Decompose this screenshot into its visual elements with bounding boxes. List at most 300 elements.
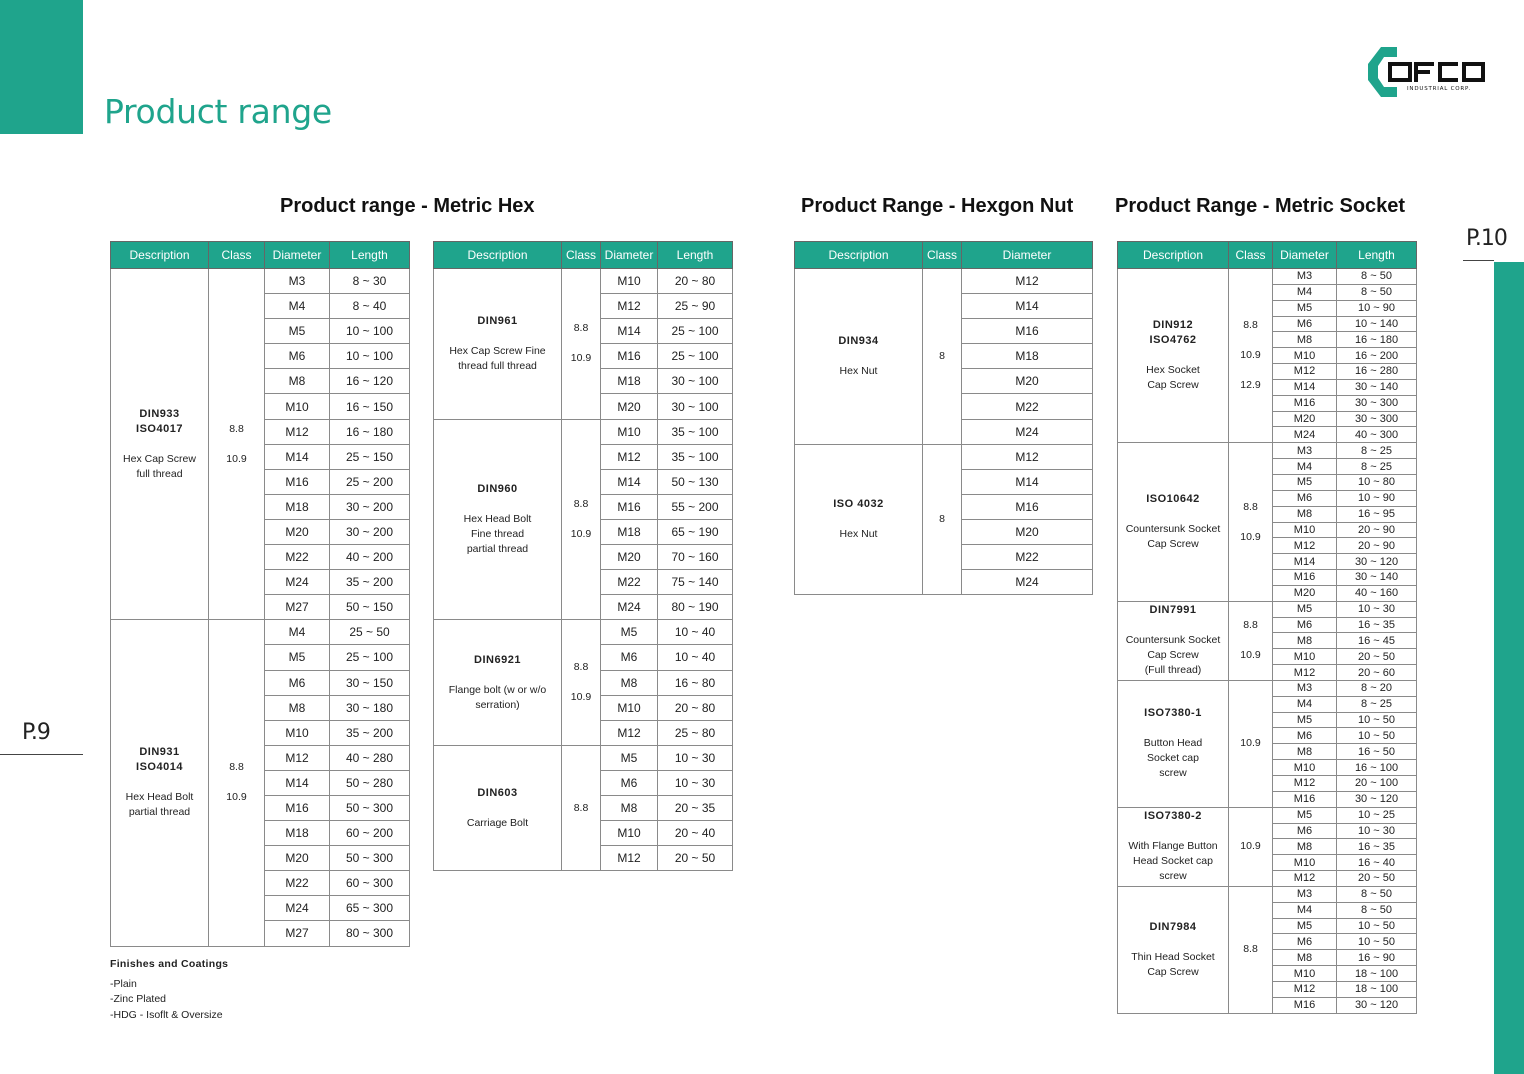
diameter-cell: M18 — [601, 369, 658, 394]
diameter-cell: M8 — [265, 369, 330, 394]
section-title-metric-hex: Product range - Metric Hex — [280, 195, 535, 217]
length-cell: 30 ~ 100 — [658, 394, 733, 419]
section-title-hex-nut: Product Range - Hexgon Nut — [801, 195, 1074, 217]
class-value: 12.9 — [1240, 379, 1261, 392]
product-name-line: (Full thread) — [1144, 664, 1202, 677]
diameter-cell: M6 — [1273, 490, 1337, 506]
length-cell: 16 ~ 40 — [1337, 855, 1417, 871]
class-value: 10.9 — [570, 691, 592, 704]
length-cell: 20 ~ 50 — [658, 846, 733, 871]
length-cell: 40 ~ 280 — [330, 745, 410, 770]
diameter-cell: M6 — [1273, 934, 1337, 950]
product-name-line: Cap Screw — [1147, 965, 1199, 978]
product-name-line: Button Head — [1143, 737, 1203, 750]
diameter-cell: M8 — [601, 795, 658, 820]
diameter-cell: M10 — [601, 419, 658, 444]
description-spacer — [1118, 618, 1228, 633]
diameter-cell: M20 — [601, 545, 658, 570]
class-spacer — [562, 675, 600, 690]
product-description-cell — [1118, 807, 1229, 886]
class-cell — [209, 269, 265, 620]
length-cell: 30 ~ 150 — [330, 670, 410, 695]
diameter-cell: M16 — [1273, 997, 1337, 1013]
diameter-cell: M16 — [601, 494, 658, 519]
table-row — [434, 419, 733, 444]
diameter-cell: M5 — [265, 645, 330, 670]
class-cell — [562, 419, 601, 620]
diameter-cell: M5 — [1273, 474, 1337, 490]
length-cell: 25 ~ 90 — [658, 294, 733, 319]
length-cell: 25 ~ 100 — [658, 319, 733, 344]
class-value: 10.9 — [226, 452, 247, 465]
diameter-cell: M14 — [1273, 379, 1337, 395]
class-value: 8.8 — [1243, 943, 1258, 956]
diameter-cell: M22 — [962, 545, 1093, 570]
diameter-cell: M8 — [1273, 950, 1337, 966]
section-title-metric-socket: Product Range - Metric Socket — [1115, 195, 1406, 217]
product-name-line: Hex Head Bolt — [125, 791, 194, 804]
length-cell: 10 ~ 50 — [1337, 934, 1417, 950]
length-cell: 50 ~ 280 — [330, 770, 410, 795]
length-cell: 60 ~ 300 — [330, 871, 410, 896]
header-length: Length — [330, 242, 410, 269]
length-cell: 10 ~ 30 — [1337, 823, 1417, 839]
class-cell — [1229, 269, 1273, 443]
header-length: Length — [658, 242, 733, 269]
class-value: 10.9 — [570, 352, 592, 365]
length-cell: 8 ~ 50 — [1337, 886, 1417, 902]
product-name-line: Countersunk Socket — [1125, 523, 1221, 535]
diameter-cell: M12 — [601, 444, 658, 469]
diameter-cell: M18 — [962, 344, 1093, 369]
diameter-cell: M18 — [601, 519, 658, 544]
product-name-line: Cap Screw — [1147, 649, 1199, 662]
diameter-cell: M24 — [962, 419, 1093, 444]
diameter-cell: M20 — [962, 519, 1093, 544]
class-spacer — [1229, 333, 1272, 348]
class-spacer — [209, 437, 264, 452]
product-name-line: partial thread — [466, 542, 529, 555]
diameter-cell: M24 — [962, 570, 1093, 595]
diameter-cell: M12 — [962, 269, 1093, 294]
diameter-cell: M3 — [265, 269, 330, 294]
diameter-cell: M6 — [1273, 617, 1337, 633]
diameter-cell: M8 — [1273, 332, 1337, 348]
length-cell: 40 ~ 300 — [1337, 427, 1417, 443]
product-name-line: Thin Head Socket — [1131, 950, 1215, 963]
metric-socket-table — [1117, 241, 1417, 1014]
diameter-cell: M4 — [265, 620, 330, 645]
length-cell: 8 ~ 20 — [1337, 680, 1417, 696]
product-name-line: Hex Cap Screw — [123, 452, 196, 465]
table-row — [1118, 680, 1417, 696]
diameter-cell: M5 — [1273, 918, 1337, 934]
table-row — [795, 444, 1093, 469]
product-code: DIN603 — [477, 786, 518, 799]
page-divider-left — [0, 754, 83, 755]
length-cell: 40 ~ 200 — [330, 545, 410, 570]
diameter-cell: M14 — [601, 319, 658, 344]
diameter-cell: M12 — [601, 846, 658, 871]
class-value: 8.8 — [573, 801, 589, 814]
product-description-cell — [1118, 443, 1229, 601]
product-name-line: Hex Nut — [839, 527, 878, 540]
product-name-line: Hex Socket — [1146, 364, 1200, 377]
length-cell: 18 ~ 100 — [1337, 966, 1417, 982]
diameter-cell: M27 — [265, 595, 330, 620]
length-cell: 10 ~ 100 — [330, 344, 410, 369]
length-cell: 20 ~ 50 — [1337, 871, 1417, 887]
length-cell: 20 ~ 100 — [1337, 776, 1417, 792]
class-value: 8.8 — [573, 497, 589, 510]
product-description-cell — [1118, 601, 1229, 680]
length-cell: 8 ~ 50 — [1337, 269, 1417, 285]
product-standard-alt: ISO4014 — [136, 761, 183, 774]
diameter-cell: M12 — [1273, 364, 1337, 380]
class-value: 10.9 — [1240, 349, 1261, 362]
length-cell: 8 ~ 40 — [330, 294, 410, 319]
length-cell: 70 ~ 160 — [658, 545, 733, 570]
hex-nut-table — [794, 241, 1093, 595]
class-value: 8.8 — [573, 322, 589, 335]
product-description-cell — [434, 419, 562, 620]
header-class: Class — [562, 242, 601, 269]
class-value: 8.8 — [229, 761, 244, 774]
class-cell — [562, 620, 601, 745]
diameter-cell: M10 — [1273, 649, 1337, 665]
diameter-cell: M6 — [1273, 728, 1337, 744]
length-cell: 10 ~ 40 — [658, 645, 733, 670]
length-cell: 20 ~ 60 — [1337, 665, 1417, 681]
length-cell: 16 ~ 180 — [1337, 332, 1417, 348]
product-code: ISO7380-1 — [1144, 707, 1202, 720]
product-name-line: Hex Head Bolt — [463, 512, 532, 525]
product-description-cell — [111, 620, 209, 946]
product-code: DIN933 — [139, 407, 180, 420]
length-cell: 35 ~ 200 — [330, 570, 410, 595]
length-cell: 30 ~ 300 — [1337, 411, 1417, 427]
class-spacer — [209, 775, 264, 790]
product-description-cell — [434, 745, 562, 870]
length-cell: 25 ~ 200 — [330, 469, 410, 494]
class-cell — [1229, 680, 1273, 807]
diameter-cell: M14 — [265, 444, 330, 469]
header-diameter: Diameter — [265, 242, 330, 269]
length-cell: 25 ~ 50 — [330, 620, 410, 645]
table-row — [1118, 269, 1417, 285]
product-code: DIN961 — [477, 314, 518, 327]
diameter-cell: M16 — [601, 344, 658, 369]
diameter-cell: M20 — [962, 369, 1093, 394]
diameter-cell: M16 — [962, 319, 1093, 344]
diameter-cell: M12 — [962, 444, 1093, 469]
class-value: 10.9 — [1240, 530, 1261, 543]
length-cell: 30 ~ 200 — [330, 519, 410, 544]
description-spacer — [1118, 348, 1228, 363]
product-name-line: Cap Screw — [1147, 538, 1199, 550]
product-name-line: Socket cap — [1147, 752, 1199, 765]
length-cell: 8 ~ 50 — [1337, 284, 1417, 300]
diameter-cell: M12 — [601, 294, 658, 319]
class-value: 10.9 — [1240, 737, 1261, 750]
length-cell: 40 ~ 160 — [1337, 585, 1417, 601]
diameter-cell: M12 — [1273, 538, 1337, 554]
class-value: 10.9 — [570, 527, 592, 540]
diameter-cell: M6 — [601, 645, 658, 670]
diameter-cell: M10 — [1273, 966, 1337, 982]
length-cell: 10 ~ 90 — [1337, 490, 1417, 506]
table-row — [795, 269, 1093, 294]
diameter-cell: M5 — [265, 319, 330, 344]
diameter-cell: M4 — [265, 294, 330, 319]
diameter-cell: M3 — [1273, 886, 1337, 902]
product-name-line: Head Socket cap — [1133, 855, 1213, 868]
header-description: Description — [795, 242, 923, 269]
class-cell — [1229, 807, 1273, 886]
diameter-cell: M14 — [265, 770, 330, 795]
description-spacer — [111, 437, 208, 452]
description-spacer — [795, 512, 922, 527]
product-name-line: Fine thread — [470, 527, 525, 540]
product-name-line: full thread — [136, 467, 183, 480]
length-cell: 35 ~ 200 — [330, 720, 410, 745]
finishes-title: Finishes and Coatings — [110, 958, 229, 970]
length-cell: 10 ~ 30 — [658, 745, 733, 770]
diameter-cell: M5 — [601, 745, 658, 770]
diameter-cell: M12 — [1273, 665, 1337, 681]
diameter-cell: M16 — [265, 469, 330, 494]
finish-item: -Zinc Plated — [110, 993, 167, 1005]
length-cell: 50 ~ 300 — [330, 846, 410, 871]
length-cell: 75 ~ 140 — [658, 570, 733, 595]
length-cell: 16 ~ 100 — [1337, 760, 1417, 776]
diameter-cell: M10 — [1273, 522, 1337, 538]
description-spacer — [111, 775, 208, 790]
class-cell — [562, 745, 601, 870]
diameter-cell: M4 — [1273, 902, 1337, 918]
length-cell: 25 ~ 100 — [658, 344, 733, 369]
class-value: 8.8 — [1243, 319, 1258, 332]
product-standard-alt: ISO4017 — [136, 422, 183, 435]
length-cell: 16 ~ 120 — [330, 369, 410, 394]
length-cell: 30 ~ 120 — [1337, 997, 1417, 1013]
diameter-cell: M10 — [265, 720, 330, 745]
diameter-cell: M24 — [1273, 427, 1337, 443]
length-cell: 16 ~ 95 — [1337, 506, 1417, 522]
diameter-cell: M5 — [601, 620, 658, 645]
product-name-line: screw — [1159, 870, 1187, 883]
table-row — [434, 620, 733, 645]
diameter-cell: M3 — [1273, 269, 1337, 285]
diameter-cell: M14 — [962, 294, 1093, 319]
product-name-line: serration) — [475, 698, 520, 711]
diameter-cell: M10 — [1273, 855, 1337, 871]
table-row — [111, 620, 410, 645]
length-cell: 30 ~ 100 — [658, 369, 733, 394]
class-spacer — [562, 512, 600, 527]
class-value: 8.8 — [1243, 500, 1258, 513]
class-cell — [923, 444, 962, 595]
diameter-cell: M3 — [1273, 680, 1337, 696]
length-cell: 10 ~ 50 — [1337, 712, 1417, 728]
diameter-cell: M10 — [601, 269, 658, 294]
product-name-line: Flange bolt (w or w/o — [448, 683, 547, 696]
diameter-cell: M8 — [1273, 633, 1337, 649]
diameter-cell: M22 — [601, 570, 658, 595]
diameter-cell: M10 — [601, 821, 658, 846]
diameter-cell: M6 — [1273, 316, 1337, 332]
length-cell: 20 ~ 90 — [1337, 522, 1417, 538]
length-cell: 20 ~ 35 — [658, 795, 733, 820]
product-code: DIN912 — [1152, 319, 1194, 332]
class-spacer — [1229, 515, 1272, 530]
class-cell — [209, 620, 265, 946]
length-cell: 10 ~ 25 — [1337, 807, 1417, 823]
finishes-block — [110, 957, 228, 1023]
diameter-cell: M6 — [265, 344, 330, 369]
table-row — [1118, 443, 1417, 459]
diameter-cell: M5 — [1273, 712, 1337, 728]
diameter-cell: M22 — [265, 871, 330, 896]
length-cell: 50 ~ 300 — [330, 795, 410, 820]
header-class: Class — [209, 242, 265, 269]
class-cell — [1229, 601, 1273, 680]
product-name-line: Countersunk Socket — [1125, 634, 1221, 647]
diameter-cell: M20 — [1273, 411, 1337, 427]
length-cell: 20 ~ 90 — [1337, 538, 1417, 554]
diameter-cell: M24 — [601, 595, 658, 620]
diameter-cell: M4 — [1273, 284, 1337, 300]
diameter-cell: M18 — [265, 821, 330, 846]
product-code: DIN7991 — [1149, 604, 1197, 617]
length-cell: 10 ~ 50 — [1337, 728, 1417, 744]
product-description-cell — [434, 620, 562, 745]
class-value: 10.9 — [226, 791, 247, 804]
product-description-cell — [795, 269, 923, 445]
length-cell: 30 ~ 200 — [330, 494, 410, 519]
length-cell: 20 ~ 80 — [658, 695, 733, 720]
diameter-cell: M8 — [1273, 506, 1337, 522]
length-cell: 35 ~ 100 — [658, 419, 733, 444]
length-cell: 16 ~ 35 — [1337, 617, 1417, 633]
diameter-cell: M8 — [1273, 839, 1337, 855]
diameter-cell: M5 — [1273, 601, 1337, 617]
product-name-line: Hex Nut — [839, 364, 878, 377]
description-spacer — [1118, 935, 1228, 950]
length-cell: 16 ~ 150 — [330, 394, 410, 419]
class-value: 8.8 — [573, 661, 589, 674]
length-cell: 80 ~ 190 — [658, 595, 733, 620]
product-code: ISO10642 — [1146, 493, 1200, 505]
diameter-cell: M14 — [1273, 554, 1337, 570]
length-cell: 8 ~ 25 — [1337, 459, 1417, 475]
diameter-cell: M16 — [265, 795, 330, 820]
product-description-cell — [1118, 680, 1229, 807]
length-cell: 16 ~ 280 — [1337, 364, 1417, 380]
product-code: DIN6921 — [474, 653, 521, 666]
diameter-cell: M6 — [1273, 823, 1337, 839]
length-cell: 30 ~ 120 — [1337, 554, 1417, 570]
length-cell: 20 ~ 40 — [658, 821, 733, 846]
length-cell: 30 ~ 140 — [1337, 379, 1417, 395]
product-name-line: thread full thread — [458, 359, 537, 372]
header-length: Length — [1337, 242, 1417, 269]
product-description-cell — [111, 269, 209, 620]
description-spacer — [434, 801, 561, 816]
description-spacer — [1118, 507, 1228, 522]
product-code: DIN931 — [139, 746, 180, 759]
header-diameter: Diameter — [962, 242, 1093, 269]
class-value: 10.9 — [1240, 649, 1261, 662]
class-value: 8 — [939, 512, 945, 525]
product-code: DIN7984 — [1149, 920, 1197, 933]
length-cell: 8 ~ 30 — [330, 269, 410, 294]
diameter-cell: M8 — [265, 695, 330, 720]
diameter-cell: M14 — [962, 469, 1093, 494]
page-title: Product range — [104, 92, 332, 131]
product-description-cell — [434, 269, 562, 420]
diameter-cell: M20 — [265, 519, 330, 544]
length-cell: 50 ~ 130 — [658, 469, 733, 494]
header-diameter: Diameter — [1273, 242, 1337, 269]
class-value: 8 — [939, 349, 945, 362]
diameter-cell: M12 — [1273, 981, 1337, 997]
diameter-cell: M8 — [1273, 744, 1337, 760]
length-cell: 16 ~ 45 — [1337, 633, 1417, 649]
product-code: ISO 4032 — [833, 497, 884, 510]
class-value: 8.8 — [229, 422, 244, 435]
class-value: 10.9 — [1240, 840, 1261, 853]
diameter-cell: M4 — [1273, 696, 1337, 712]
product-name-line: partial thread — [128, 806, 191, 819]
table-row — [1118, 886, 1417, 902]
diameter-cell: M20 — [265, 846, 330, 871]
right-accent-bar — [1494, 262, 1524, 1074]
length-cell: 10 ~ 40 — [658, 620, 733, 645]
metric-hex-table-2 — [433, 241, 733, 871]
svg-text:INDUSTRIAL CORP.: INDUSTRIAL CORP. — [1407, 86, 1471, 92]
class-cell — [1229, 443, 1273, 601]
description-spacer — [1118, 721, 1228, 736]
metric-hex-table-1 — [110, 241, 410, 947]
header-description: Description — [434, 242, 562, 269]
diameter-cell: M12 — [1273, 871, 1337, 887]
length-cell: 30 ~ 180 — [330, 695, 410, 720]
diameter-cell: M24 — [265, 570, 330, 595]
diameter-cell: M27 — [265, 921, 330, 946]
product-description-cell — [1118, 886, 1229, 1013]
product-code: DIN960 — [477, 482, 518, 495]
description-spacer — [434, 668, 561, 683]
length-cell: 8 ~ 25 — [1337, 696, 1417, 712]
ofco-logo — [1367, 46, 1487, 98]
length-cell: 10 ~ 50 — [1337, 918, 1417, 934]
product-name-line: With Flange Button — [1128, 840, 1218, 853]
length-cell: 65 ~ 190 — [658, 519, 733, 544]
length-cell: 30 ~ 120 — [1337, 791, 1417, 807]
diameter-cell: M5 — [1273, 807, 1337, 823]
header-class: Class — [923, 242, 962, 269]
class-spacer — [1229, 363, 1272, 378]
description-spacer — [1118, 824, 1228, 839]
length-cell: 35 ~ 100 — [658, 444, 733, 469]
length-cell: 80 ~ 300 — [330, 921, 410, 946]
diameter-cell: M10 — [265, 394, 330, 419]
product-name-line: Carriage Bolt — [466, 816, 529, 829]
length-cell: 25 ~ 80 — [658, 720, 733, 745]
length-cell: 30 ~ 300 — [1337, 395, 1417, 411]
header-class: Class — [1229, 242, 1273, 269]
